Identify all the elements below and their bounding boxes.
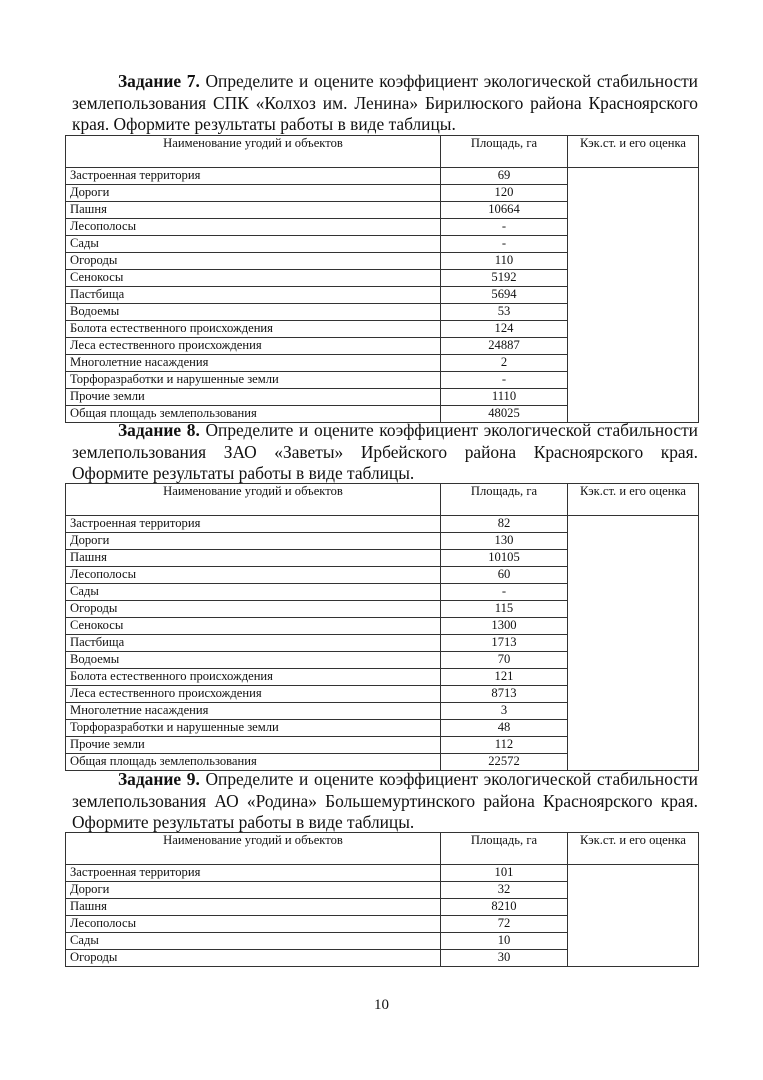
land-type-cell: Водоемы xyxy=(66,652,441,669)
area-cell: 69 xyxy=(441,168,568,185)
area-cell: 10105 xyxy=(441,550,568,567)
task-7-paragraph xyxy=(72,71,698,136)
land-type-cell: Лесополосы xyxy=(66,219,441,236)
task-9-text: Определите и оцените коэффициент экологической стабильности землепользования АО «Родина» Большемуртинского района Красноярского края. Оформите результаты работы в виде таблицы. xyxy=(72,769,698,832)
land-type-cell: Прочие земли xyxy=(66,389,441,406)
land-type-cell: Водоемы xyxy=(66,304,441,321)
area-cell: 2 xyxy=(441,355,568,372)
land-type-cell: Пашня xyxy=(66,550,441,567)
task-8-text: Определите и оцените коэффициент экологической стабильности землепользования ЗАО «Заветы» Ирбейского района Красноярского края. Оформите результаты работы в виде таблицы. xyxy=(72,420,698,483)
area-cell: - xyxy=(441,584,568,601)
land-type-cell: Сады xyxy=(66,236,441,253)
table-header-row xyxy=(66,484,699,516)
area-cell: 1713 xyxy=(441,635,568,652)
table-row xyxy=(66,516,699,533)
land-type-cell: Леса естественного происхождения xyxy=(66,686,441,703)
header-area: Площадь, га xyxy=(441,484,568,516)
task-7-text: Определите и оцените коэффициент экологической стабильности землепользования СПК «Колхоз им. Ленина» Бирилюского района Красноярского края. Оформите результаты работы в виде таблицы. xyxy=(72,71,698,134)
eval-cell xyxy=(568,168,699,423)
land-type-cell: Лесополосы xyxy=(66,916,441,933)
area-cell: - xyxy=(441,236,568,253)
area-cell: 8713 xyxy=(441,686,568,703)
land-type-cell: Огороды xyxy=(66,950,441,967)
land-type-cell: Общая площадь землепользования xyxy=(66,406,441,423)
land-type-cell: Пастбища xyxy=(66,635,441,652)
eval-cell xyxy=(568,516,699,771)
land-type-cell: Пашня xyxy=(66,899,441,916)
area-cell: - xyxy=(441,219,568,236)
task-7-table xyxy=(65,135,699,423)
area-cell: 130 xyxy=(441,533,568,550)
area-cell: 5192 xyxy=(441,270,568,287)
eval-cell xyxy=(568,865,699,967)
task-9-paragraph xyxy=(72,769,698,834)
area-cell: 110 xyxy=(441,253,568,270)
table-row xyxy=(66,168,699,185)
header-name: Наименование угодий и объектов xyxy=(66,136,441,168)
land-type-cell: Многолетние насаждения xyxy=(66,703,441,720)
land-type-cell: Застроенная территория xyxy=(66,516,441,533)
land-type-cell: Дороги xyxy=(66,185,441,202)
header-name: Наименование угодий и объектов xyxy=(66,833,441,865)
area-cell: 5694 xyxy=(441,287,568,304)
land-type-cell: Огороды xyxy=(66,253,441,270)
area-cell: 30 xyxy=(441,950,568,967)
area-cell: 48025 xyxy=(441,406,568,423)
task-9-table xyxy=(65,832,699,967)
area-cell: 70 xyxy=(441,652,568,669)
area-cell: 115 xyxy=(441,601,568,618)
task-9-label: Задание 9. xyxy=(118,769,200,789)
area-cell: - xyxy=(441,372,568,389)
area-cell: 120 xyxy=(441,185,568,202)
header-eval: Кэк.ст. и его оценка xyxy=(568,484,699,516)
land-type-cell: Болота естественного происхождения xyxy=(66,669,441,686)
header-name: Наименование угодий и объектов xyxy=(66,484,441,516)
land-type-cell: Болота естественного происхождения xyxy=(66,321,441,338)
land-type-cell: Дороги xyxy=(66,533,441,550)
area-cell: 53 xyxy=(441,304,568,321)
header-area: Площадь, га xyxy=(441,833,568,865)
land-type-cell: Застроенная территория xyxy=(66,865,441,882)
area-cell: 121 xyxy=(441,669,568,686)
area-cell: 48 xyxy=(441,720,568,737)
area-cell: 10664 xyxy=(441,202,568,219)
area-cell: 22572 xyxy=(441,754,568,771)
task-8-label: Задание 8. xyxy=(118,420,200,440)
area-cell: 82 xyxy=(441,516,568,533)
table-header-row xyxy=(66,136,699,168)
area-cell: 1300 xyxy=(441,618,568,635)
task-8-paragraph xyxy=(72,420,698,485)
land-type-cell: Прочие земли xyxy=(66,737,441,754)
land-type-cell: Торфоразработки и нарушенные земли xyxy=(66,720,441,737)
area-cell: 101 xyxy=(441,865,568,882)
land-type-cell: Дороги xyxy=(66,882,441,899)
land-type-cell: Сады xyxy=(66,584,441,601)
area-cell: 8210 xyxy=(441,899,568,916)
table-header-row xyxy=(66,833,699,865)
land-type-cell: Леса естественного происхождения xyxy=(66,338,441,355)
land-type-cell: Пастбища xyxy=(66,287,441,304)
land-type-cell: Огороды xyxy=(66,601,441,618)
land-type-cell: Сады xyxy=(66,933,441,950)
land-type-cell: Пашня xyxy=(66,202,441,219)
area-cell: 10 xyxy=(441,933,568,950)
land-type-cell: Сенокосы xyxy=(66,618,441,635)
area-cell: 32 xyxy=(441,882,568,899)
area-cell: 72 xyxy=(441,916,568,933)
task-8-table xyxy=(65,483,699,771)
area-cell: 60 xyxy=(441,567,568,584)
page-number: 10 xyxy=(374,997,389,1013)
land-type-cell: Торфоразработки и нарушенные земли xyxy=(66,372,441,389)
area-cell: 24887 xyxy=(441,338,568,355)
area-cell: 1110 xyxy=(441,389,568,406)
land-type-cell: Многолетние насаждения xyxy=(66,355,441,372)
header-eval: Кэк.ст. и его оценка xyxy=(568,136,699,168)
land-type-cell: Общая площадь землепользования xyxy=(66,754,441,771)
land-type-cell: Сенокосы xyxy=(66,270,441,287)
area-cell: 112 xyxy=(441,737,568,754)
land-type-cell: Лесополосы xyxy=(66,567,441,584)
header-area: Площадь, га xyxy=(441,136,568,168)
area-cell: 3 xyxy=(441,703,568,720)
header-eval: Кэк.ст. и его оценка xyxy=(568,833,699,865)
land-type-cell: Застроенная территория xyxy=(66,168,441,185)
task-7-label: Задание 7. xyxy=(118,71,200,91)
area-cell: 124 xyxy=(441,321,568,338)
table-row xyxy=(66,865,699,882)
